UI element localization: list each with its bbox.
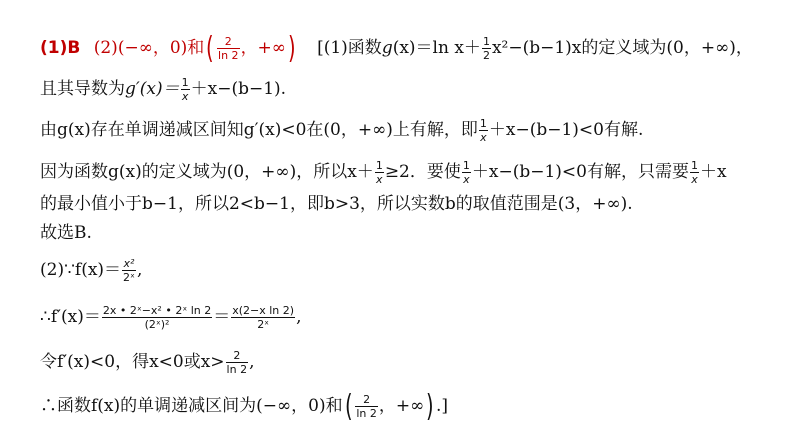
- fraction-denominator: ln 2: [226, 363, 248, 376]
- answer-part2: (2)(−∞，0)和: [93, 38, 205, 58]
- right-paren-icon: ): [426, 388, 434, 424]
- choice-text: 故选B.: [40, 223, 92, 243]
- conclusion-end: .]: [436, 396, 449, 416]
- part2-solve-line: [40, 350, 254, 375]
- function-g: g: [381, 38, 393, 58]
- conclusion-fraction: [355, 394, 378, 419]
- conclusion-interval-tail: ，+∞: [378, 396, 425, 416]
- part2-tail: ,: [136, 260, 143, 280]
- part2-derivative-lead: ∴f′(x)＝: [40, 307, 101, 327]
- part2-fraction: [122, 258, 136, 283]
- right-paren-icon: ): [288, 30, 296, 66]
- condition-line: [40, 118, 643, 143]
- part2-derivative-line: [40, 305, 301, 330]
- fraction-denominator: ln 2: [218, 49, 239, 62]
- fraction-numerator: 2x • 2ˣ−x² • 2ˣ ln 2: [102, 304, 212, 317]
- fraction-denominator: x: [480, 131, 487, 144]
- part2-lead: (2)∵f(x)＝: [40, 260, 122, 280]
- fraction-numerator: 2: [355, 394, 378, 407]
- fraction-denominator: (2ˣ)²: [144, 318, 170, 331]
- left-paren-icon: (: [206, 30, 214, 66]
- inequality-fraction-2: [462, 160, 471, 185]
- derivative-expr: g′(x)＝: [125, 79, 180, 99]
- choice-line: [40, 222, 92, 244]
- fraction-numerator: x²: [123, 257, 135, 270]
- condition-text: 由g(x)存在单调递减区间知g′(x)<0在(0，+∞)上有解，即: [40, 120, 478, 140]
- equals-sign: ＝: [213, 307, 231, 327]
- part2-solve-fraction: [226, 350, 249, 375]
- derivative-fraction: [181, 77, 190, 102]
- part2-function-line: [40, 258, 142, 283]
- inequality-text-b: ≥2．要使: [384, 162, 461, 182]
- fraction-denominator: 2ˣ: [123, 271, 135, 284]
- fraction-numerator: 1: [690, 159, 698, 172]
- fraction-numerator: 1: [181, 76, 189, 89]
- fraction-denominator: x: [463, 173, 470, 186]
- part2-solve-lead: 令f′(x)<0，得x<0或x>: [40, 352, 225, 372]
- derivative-lead: 且其导数为: [40, 79, 125, 99]
- fraction-denominator: ln 2: [356, 407, 377, 420]
- derivative-line: [40, 77, 286, 102]
- inequality-text-c: ＋x−(b−1)<0有解，只需要: [471, 162, 689, 182]
- half-fraction: [482, 36, 491, 61]
- derivative-tail: ＋x−(b−1).: [190, 79, 287, 99]
- fraction-numerator: 2: [226, 350, 249, 363]
- conclusion-lead: ∴函数f(x)的单调递减区间为(−∞，0)和: [40, 396, 343, 416]
- condition-fraction: [479, 118, 488, 143]
- range-line: [40, 193, 633, 215]
- part2-derivative-fraction-1: [102, 305, 212, 330]
- fraction-numerator: 1: [462, 159, 470, 172]
- part2-derivative-tail: ,: [296, 307, 302, 327]
- range-text: 的最小值小于b−1，所以2<b−1，即b>3，所以实数b的取值范围是(3，+∞).: [40, 194, 633, 214]
- fraction-numerator: 2: [217, 36, 240, 49]
- answer-fraction: [217, 36, 240, 61]
- inequality-fraction-3: [690, 160, 699, 185]
- fraction-denominator: x: [376, 173, 383, 186]
- inequality-text-d: ＋x: [699, 162, 727, 182]
- fraction-denominator: 2ˣ: [257, 318, 270, 331]
- part2-solve-tail: ,: [249, 352, 255, 372]
- solution-lead: [(1)函数: [317, 38, 382, 58]
- inequality-fraction-1: [375, 160, 384, 185]
- inequality-text-a: 因为函数g(x)的定义域为(0，+∞)，所以x＋: [40, 162, 374, 182]
- fraction-numerator: x(2−x ln 2): [232, 304, 295, 317]
- left-paren-icon: (: [344, 388, 353, 424]
- inequality-line: [40, 160, 727, 185]
- fraction-numerator: 1: [479, 117, 487, 130]
- fraction-denominator: 2: [482, 49, 490, 62]
- fraction-denominator: x: [691, 173, 698, 186]
- fraction-denominator: x: [181, 90, 189, 103]
- conclusion-line: [40, 388, 449, 424]
- domain-text: x²−(b−1)x的定义域为(0，+∞)，: [491, 38, 753, 58]
- answer-label: (1)B: [40, 38, 81, 58]
- fraction-numerator: 1: [375, 159, 383, 172]
- part2-derivative-fraction-2: [231, 305, 295, 330]
- answer-line: [40, 30, 753, 66]
- function-body: (x)＝ln x＋: [392, 38, 481, 58]
- fraction-numerator: 1: [482, 35, 490, 48]
- condition-tail: ＋x−(b−1)<0有解.: [488, 120, 644, 140]
- answer-tail: ，+∞: [240, 38, 286, 58]
